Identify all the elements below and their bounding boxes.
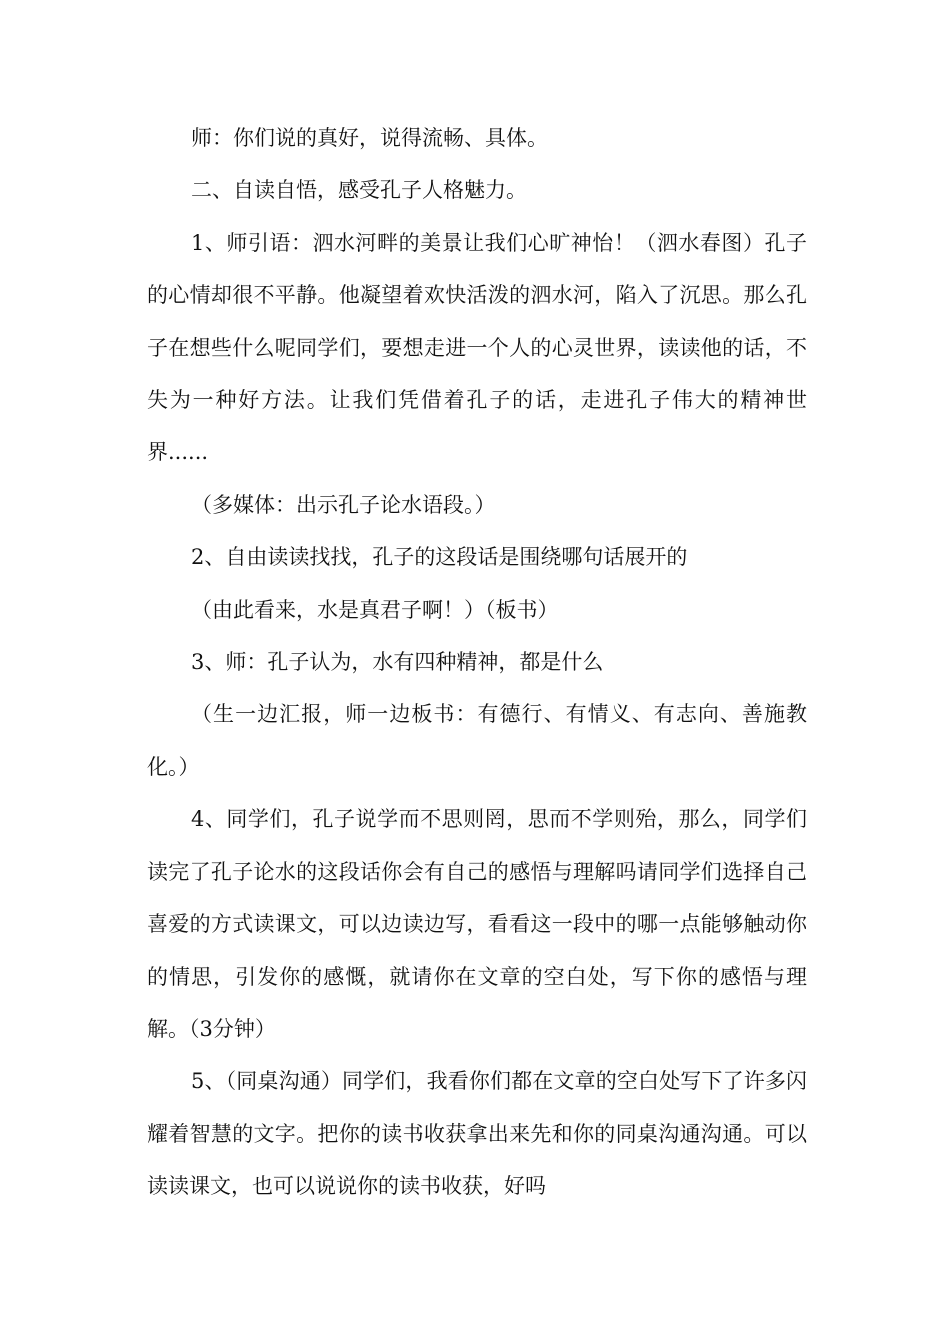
paragraph-step-4: 4、同学们，孔子说学而不思则罔，思而不学则殆，那么，同学们读完了孔子论水的这段话你会有自己的感悟与理解吗请同学们选择自己喜爱的方式读课文，可以边读边写，看看这一段中的哪一点能够触动你的情思，引发你的感慨，就请你在文章的空白处，写下你的感悟与理解。（3分钟）	[147, 807, 807, 1041]
paragraph-multimedia-note: （多媒体：出示孔子论水语段。）	[191, 492, 496, 517]
paragraph-student-report: （生一边汇报，师一边板书：有德行、有情义、有志向、善施教化。）	[147, 702, 807, 779]
paragraph-step-1-intro: 1、师引语：泗水河畔的美景让我们心旷神怡！（泗水春图）孔子的心情却很不平静。他凝望着欢快活泼的泗水河，陷入了沉思。那么孔子在想些什么呢同学们，要想走进一个人的心灵世界，读读他的话，不失为一种好方法。让我们凭借着孔子的话，走进孔子伟大的精神世界......	[147, 230, 807, 465]
paragraph-step-5: 5、（同桌沟通）同学们，我看你们都在文章的空白处写下了许多闪耀着智慧的文字。把你的读书收获拿出来先和你的同桌沟通沟通。可以读读课文，也可以说说你的读书收获，好吗	[147, 1069, 807, 1199]
paragraph-section-two-heading: 二、自读自悟，感受孔子人格魅力。	[191, 178, 527, 203]
document-body	[147, 112, 807, 1213]
paragraph-step-2: 2、自由读读找找，孔子的这段话是围绕哪句话展开的	[191, 545, 688, 570]
paragraph-blackboard-quote: （由此看来，水是真君子啊！）（板书）	[191, 597, 559, 622]
paragraph-teacher-praise: 师：你们说的真好，说得流畅、具体。	[191, 126, 548, 150]
paragraph-step-3: 3、师：孔子认为，水有四种精神，都是什么	[191, 650, 604, 675]
